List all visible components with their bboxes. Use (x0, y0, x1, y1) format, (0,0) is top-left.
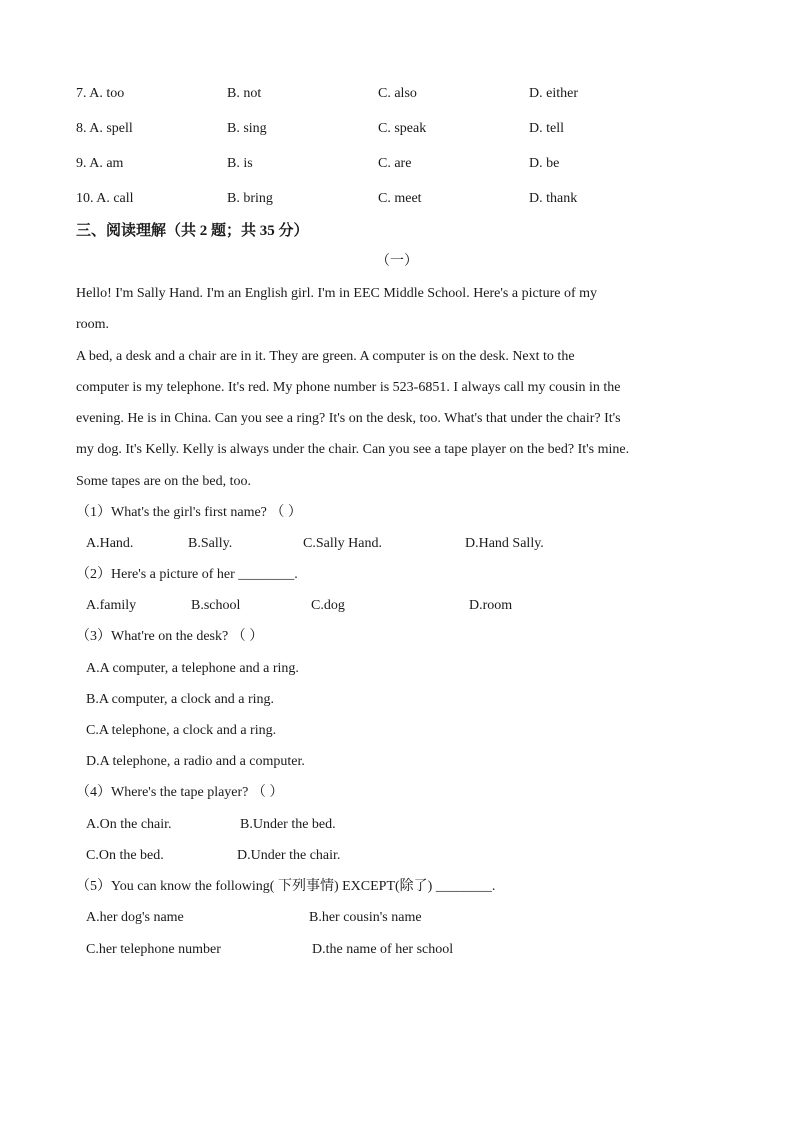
option-a: 8. A. spell (76, 121, 133, 136)
answer-option: C.dog (311, 598, 345, 613)
answer-option: D.Under the chair. (237, 848, 341, 863)
answer-option: A.Hand. (86, 536, 134, 551)
option-c: C. meet (378, 191, 422, 206)
option-b: B. sing (227, 121, 267, 136)
option-a: 9. A. am (76, 156, 124, 171)
question-1-stem: （1）What's the girl's first name? （ ） (76, 505, 302, 520)
option-c: C. speak (378, 121, 427, 136)
question-5-options-row-1 (86, 908, 686, 928)
answer-option: C.A telephone, a clock and a ring. (86, 723, 277, 738)
question-2-stem: （2）Here's a picture of her ________. (76, 567, 298, 582)
passage-line: A bed, a desk and a chair are in it. They are green. A computer is on the desk. Next to the (76, 349, 575, 364)
option-d: D. either (529, 86, 578, 101)
section-heading: 三、阅读理解（共 2 题；共 35 分） (76, 223, 309, 239)
question-3-stem: （3）What're on the desk? （ ） (76, 629, 264, 644)
answer-option: D.room (469, 598, 513, 613)
answer-option: B.Sally. (188, 536, 233, 551)
question-4-stem: （4）Where's the tape player? （ ） (76, 785, 284, 800)
option-d: D. be (529, 156, 560, 171)
option-b: B. is (227, 156, 253, 171)
question-4-options-row-1 (86, 815, 686, 835)
question-1-options (86, 534, 686, 554)
answer-option: D.the name of her school (312, 942, 454, 957)
answer-option: C.Sally Hand. (303, 536, 382, 551)
option-c: C. are (378, 156, 412, 171)
question-5-stem: （5）You can know the following( 下列事情) EXCEPT(除了) ________. (76, 879, 496, 894)
question-4-options-row-2 (86, 846, 686, 866)
answer-option: C.her telephone number (86, 942, 221, 957)
question-5-options-row-2 (86, 940, 686, 960)
option-b: B. bring (227, 191, 273, 206)
answer-option: B.A computer, a clock and a ring. (86, 692, 274, 707)
answer-option: A.A computer, a telephone and a ring. (86, 661, 299, 676)
answer-option: D.Hand Sally. (465, 536, 544, 551)
passage-line: Hello! I'm Sally Hand. I'm an English girl. I'm in EEC Middle School. Here's a picture of my (76, 286, 597, 301)
passage-line: Some tapes are on the bed, too. (76, 474, 251, 489)
passage-line: evening. He is in China. Can you see a ring? It's on the desk, too. What's that under the chair? It's (76, 411, 621, 426)
option-d: D. tell (529, 121, 564, 136)
answer-option: A.On the chair. (86, 817, 172, 832)
passage-line: my dog. It's Kelly. Kelly is always under the chair. Can you see a tape player on the bed? It's mine. (76, 442, 630, 457)
option-b: B. not (227, 86, 262, 101)
passage-line: room. (76, 317, 110, 332)
option-a: 10. A. call (76, 191, 134, 206)
answer-option: C.On the bed. (86, 848, 164, 863)
answer-option: A.family (86, 598, 137, 613)
option-d: D. thank (529, 191, 578, 206)
answer-option: B.Under the bed. (240, 817, 336, 832)
option-a: 7. A. too (76, 86, 125, 101)
answer-option: A.her dog's name (86, 910, 184, 925)
passage-line: computer is my telephone. It's red. My phone number is 523-6851. I always call my cousin in the (76, 380, 621, 395)
question-2-options (86, 596, 686, 616)
answer-option: B.her cousin's name (309, 910, 422, 925)
passage-number: （一） (376, 254, 418, 269)
answer-option: B.school (191, 598, 241, 613)
option-c: C. also (378, 86, 417, 101)
answer-option: D.A telephone, a radio and a computer. (86, 754, 305, 769)
